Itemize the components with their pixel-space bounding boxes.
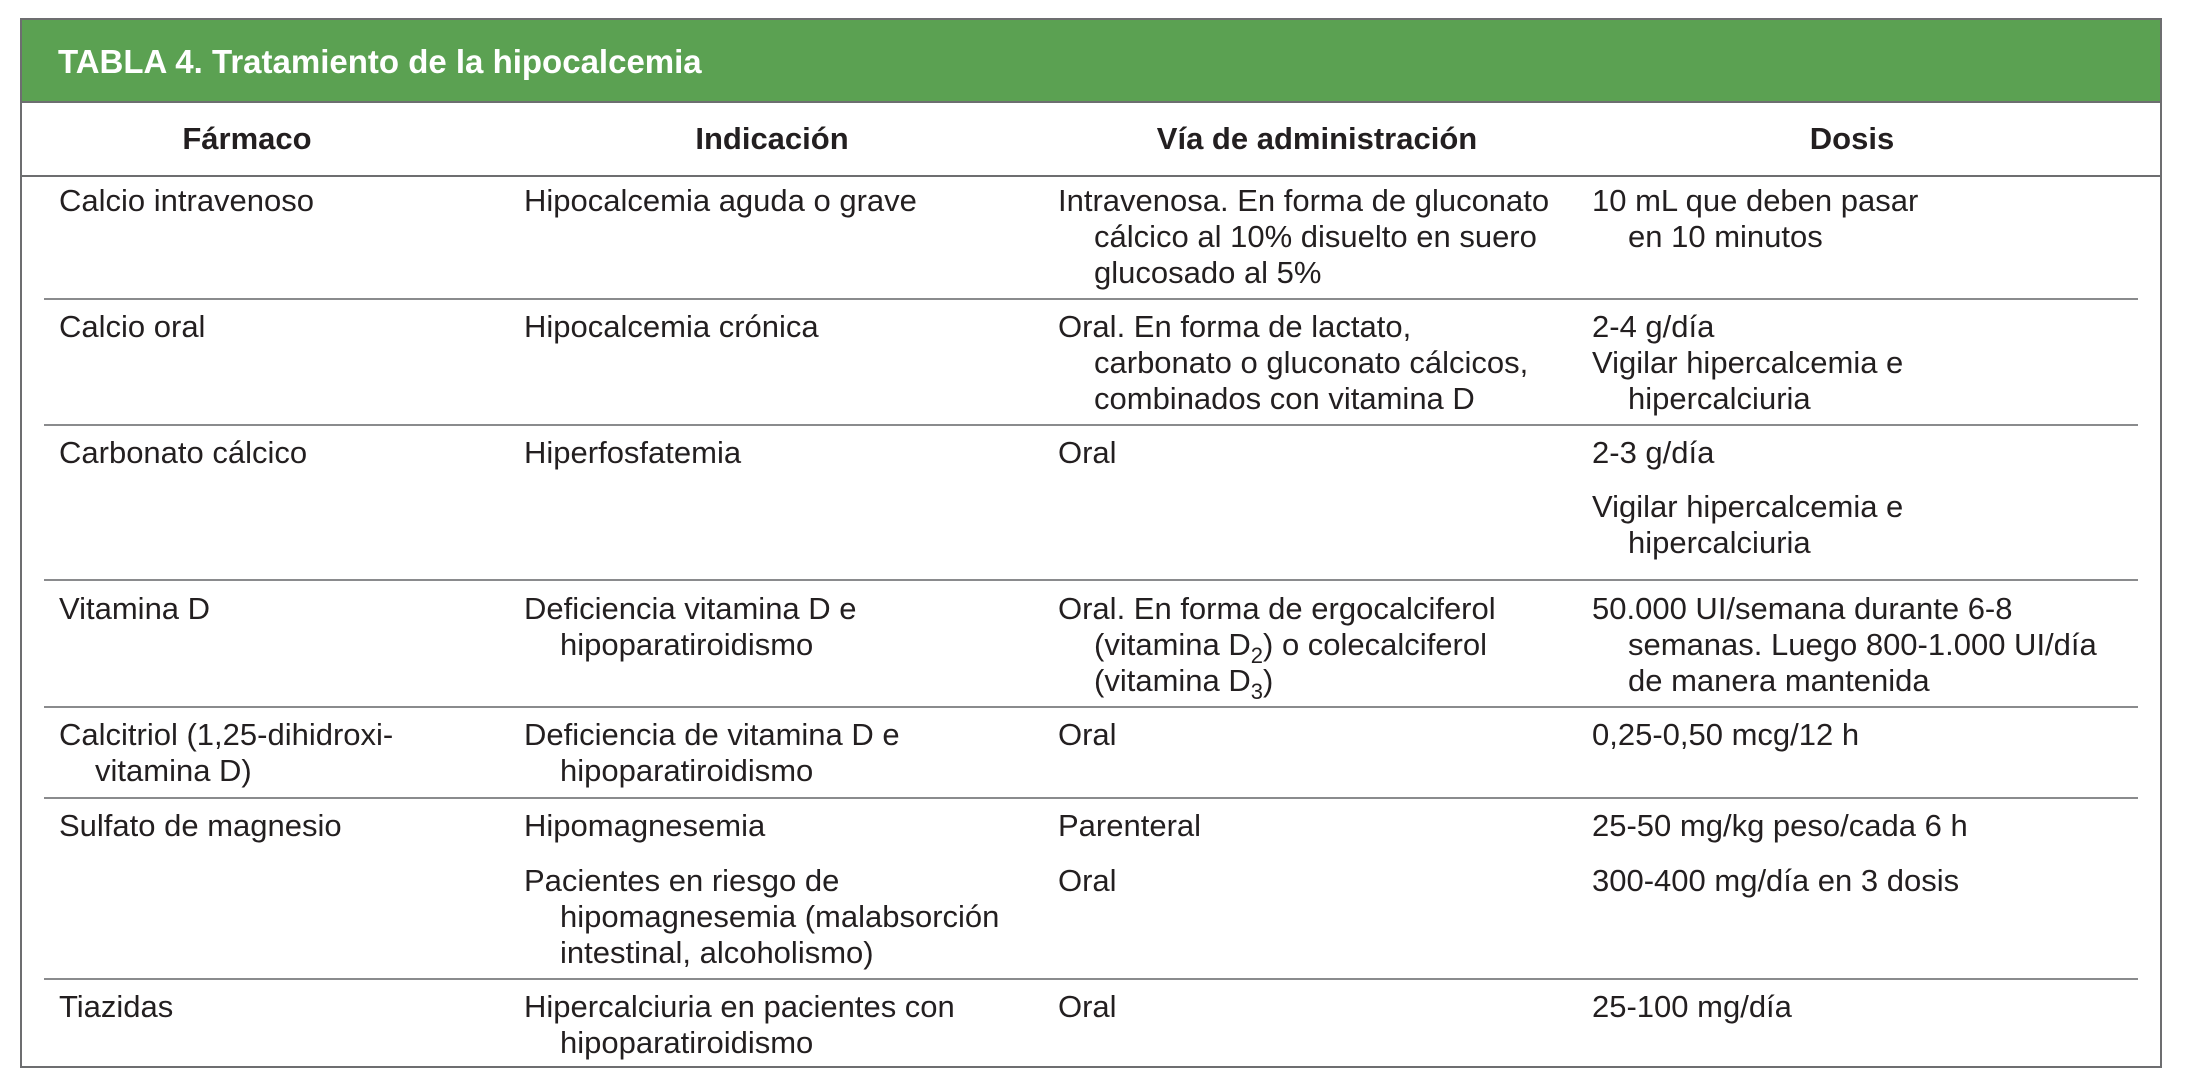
row-divider	[44, 797, 2138, 799]
cell-via: Oral	[1058, 863, 1117, 898]
table-header-row	[22, 103, 2160, 177]
cell-dosis: 300-400 mg/día en 3 dosis	[1592, 863, 1960, 898]
cell-via: Oral	[1058, 989, 1117, 1024]
cell-via: Oral. En forma de ergocalciferol (vitamina $D_2$) o colecalciferol (vitamina $D_3$)	[1058, 591, 1496, 704]
cell-farmaco: Calcio oral	[59, 309, 206, 344]
cell-farmaco: Carbonato cálcico	[59, 435, 308, 470]
cell-indicacion: Hipocalcemia aguda o grave	[524, 183, 917, 218]
row-divider	[44, 579, 2138, 581]
cell-dosis: 2-4 g/día Vigilar hipercalcemia e hipercalciuria	[1592, 309, 1904, 416]
header-indicacion: Indicación	[695, 121, 849, 156]
row-divider	[44, 298, 2138, 300]
cell-farmaco: Calcitriol (1,25-dihidroxi- vitamina D)	[59, 717, 394, 788]
cell-dosis: 50.000 UI/semana durante 6-8 semanas. Luego 800-1.000 UI/día de manera mantenida	[1592, 591, 2097, 698]
cell-indicacion: Hipomagnesemia	[524, 808, 766, 843]
cell-farmaco: Calcio intravenoso	[59, 183, 315, 218]
cell-indicacion: Deficiencia de vitamina D e hipoparatiroidismo	[524, 717, 900, 788]
cell-via: Intravenosa. En forma de gluconato cálcico al 10% disuelto en suero glucosado al 5%	[1058, 183, 1550, 290]
table-title: TABLA 4. Tratamiento de la hipocalcemia	[22, 20, 2160, 103]
header-via: Vía de administración	[1156, 121, 1478, 156]
cell-indicacion: Hiperfosfatemia	[524, 435, 742, 470]
row-divider	[44, 978, 2138, 980]
cell-via: Oral	[1058, 717, 1117, 752]
cell-dosis: 0,25-0,50 mcg/12 h	[1592, 717, 1860, 752]
cell-dosis: 2-3 g/día Vigilar hipercalcemia e hipercalciuria	[1592, 435, 1904, 560]
cell-via: Parenteral	[1058, 808, 1202, 843]
cell-indicacion: Hipocalcemia crónica	[524, 309, 819, 344]
header-farmaco: Fármaco	[182, 121, 312, 156]
cell-dosis: 25-50 mg/kg peso/cada 6 h	[1592, 808, 1968, 843]
cell-farmaco: Sulfato de magnesio	[59, 808, 342, 843]
table-frame	[20, 18, 2162, 1068]
cell-via: Oral. En forma de lactato, carbonato o gluconato cálcicos, combinados con vitamina D	[1058, 309, 1529, 416]
cell-indicacion: Hipercalciuria en pacientes con hipoparatiroidismo	[524, 989, 955, 1060]
cell-indicacion: Pacientes en riesgo de hipomagnesemia (malabsorción intestinal, alcoholismo)	[524, 863, 1000, 970]
row-divider	[44, 424, 2138, 426]
cell-via: Oral	[1058, 435, 1117, 470]
cell-dosis: 10 mL que deben pasar en 10 minutos	[1592, 183, 1919, 254]
cell-dosis: 25-100 mg/día	[1592, 989, 1792, 1024]
cell-indicacion: Deficiencia vitamina D e hipoparatiroidismo	[524, 591, 857, 662]
cell-farmaco: Vitamina D	[59, 591, 211, 626]
header-dosis: Dosis	[1809, 121, 1895, 156]
row-divider	[44, 706, 2138, 708]
cell-farmaco: Tiazidas	[59, 989, 174, 1024]
